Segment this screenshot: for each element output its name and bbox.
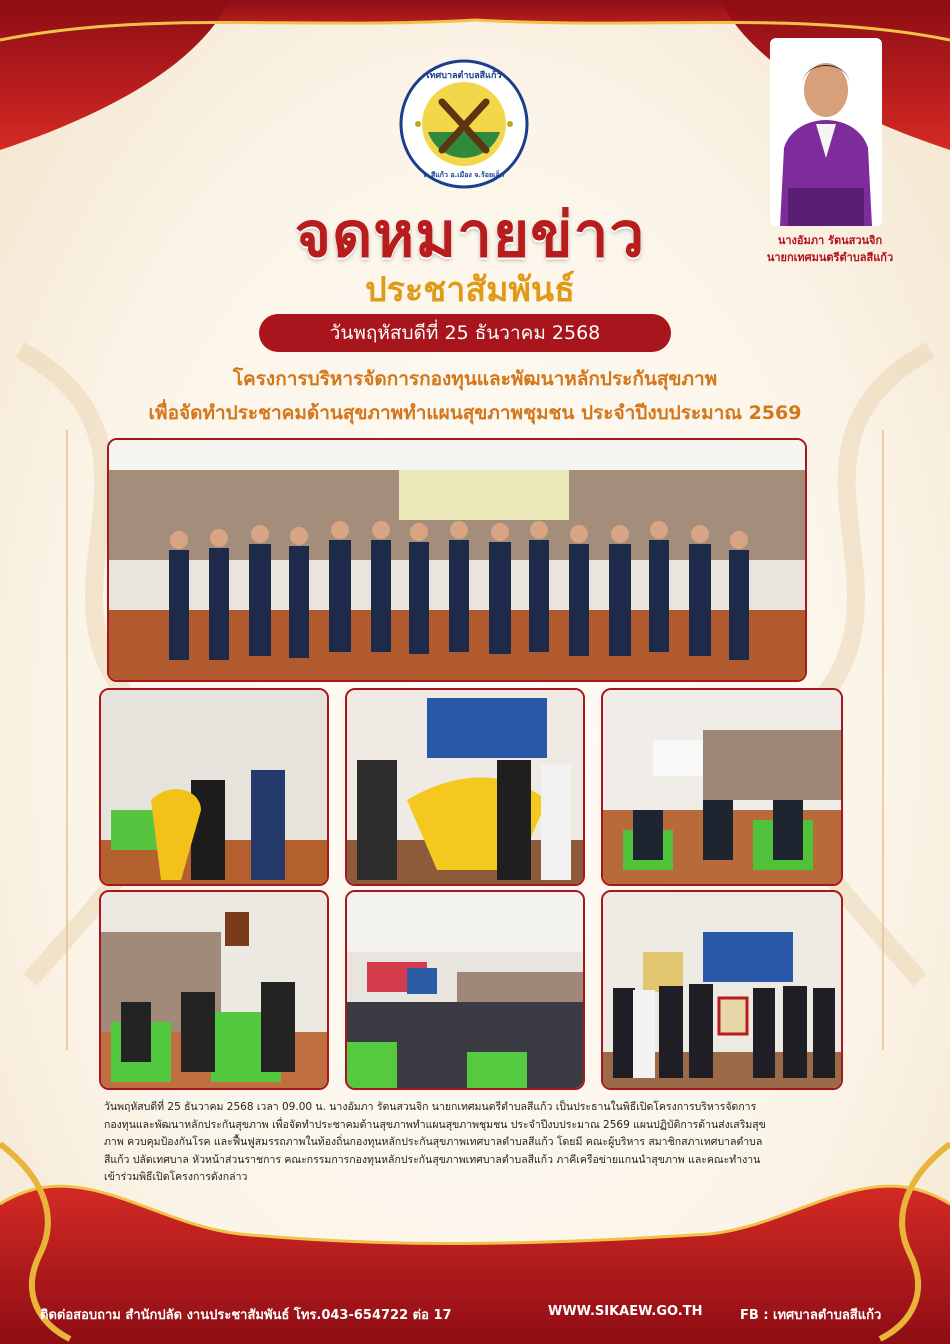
footer-website-link[interactable]: WWW.SIKAEW.GO.TH [548, 1304, 703, 1319]
municipality-logo [398, 58, 530, 190]
official-caption [740, 232, 920, 266]
headline-line-2: เพื่อจัดทำประชาคมด้านสุขภาพทำแผนสุขภาพชุมชน ประจำปีงบประมาณ 2569 [148, 402, 802, 424]
photo-seated-audience [601, 688, 843, 886]
photo-audience-front [99, 890, 329, 1090]
headline-line-1: โครงการบริหารจัดการกองทุนและพัฒนาหลักประกันสุขภาพ [232, 368, 718, 390]
newsletter-subtitle: ประชาสัมพันธ์ [365, 270, 575, 310]
group-photo-main [107, 438, 807, 682]
news-body-line-4: สีแก้ว ปลัดเทศบาล หัวหน้าส่วนราชการ คณะกรรมการกองทุนหลักประกันสุขภาพเทศบาลตำบลสีแก้ว ภาคีเครือข่ายแกนนำสุขภาพ และคณะทำงาน [104, 1153, 761, 1166]
footer-bar [0, 1298, 950, 1328]
news-body-line-5: เข้าร่วมพิธีเปิดโครงการดังกล่าว [104, 1171, 248, 1183]
photo-ribbon-ceremony [345, 688, 585, 886]
official-portrait [770, 38, 882, 226]
logo-text-bottom: ต.สีแก้ว อ.เมือง จ.ร้อยเอ็ด [423, 171, 505, 179]
photo-speech-podium [99, 688, 329, 886]
photo-certificate-presentation [601, 890, 843, 1090]
official-position: นายกเทศมนตรีตำบลสีแก้ว [766, 251, 894, 264]
logo-text-top: เทศบาลตำบลสีแก้ว [426, 71, 502, 81]
news-body-line-1: วันพฤหัสบดีที่ 25 ธันวาคม 2568 เวลา 09.00 น. นางอัมภา รัตนสวนจิก นายกเทศมนตรีตำบลสีแก้ว เป็นประธานในพิธีเปิดโครงการบริหารจัดการ [104, 1101, 757, 1113]
footer-facebook-link[interactable]: FB : เทศบาลตำบลสีแก้ว [740, 1308, 882, 1323]
news-body-line-2: กองทุนและพัฒนาหลักประกันสุขภาพ เพื่อจัดทำประชาคมด้านสุขภาพทำแผนสุขภาพชุมชน ประจำปีงบประมาณ 2569 แผนปฏิบัติการด้านส่งเสริมสุข [104, 1118, 766, 1131]
date-badge: วันพฤหัสบดีที่ 25 ธันวาคม 2568 [259, 314, 671, 352]
photo-hall-wide [345, 890, 585, 1090]
footer-contact: ติดต่อสอบถาม สำนักปลัด งานประชาสัมพันธ์ โทร.043-654722 ต่อ 17 [40, 1308, 452, 1323]
official-name: นางอัมภา รัตนสวนจิก [777, 234, 883, 247]
news-body-line-3: ภาพ ควบคุมป้องกันโรค และฟื้นฟูสมรรถภาพในท้องถิ่นกองทุนหลักประกันสุขภาพเทศบาลตำบลสีแก้ว โดยมี คณะผู้บริหาร สมาชิกสภาเทศบาลตำบล [104, 1136, 763, 1148]
newsletter-title: จดหมายข่าว [294, 198, 646, 271]
